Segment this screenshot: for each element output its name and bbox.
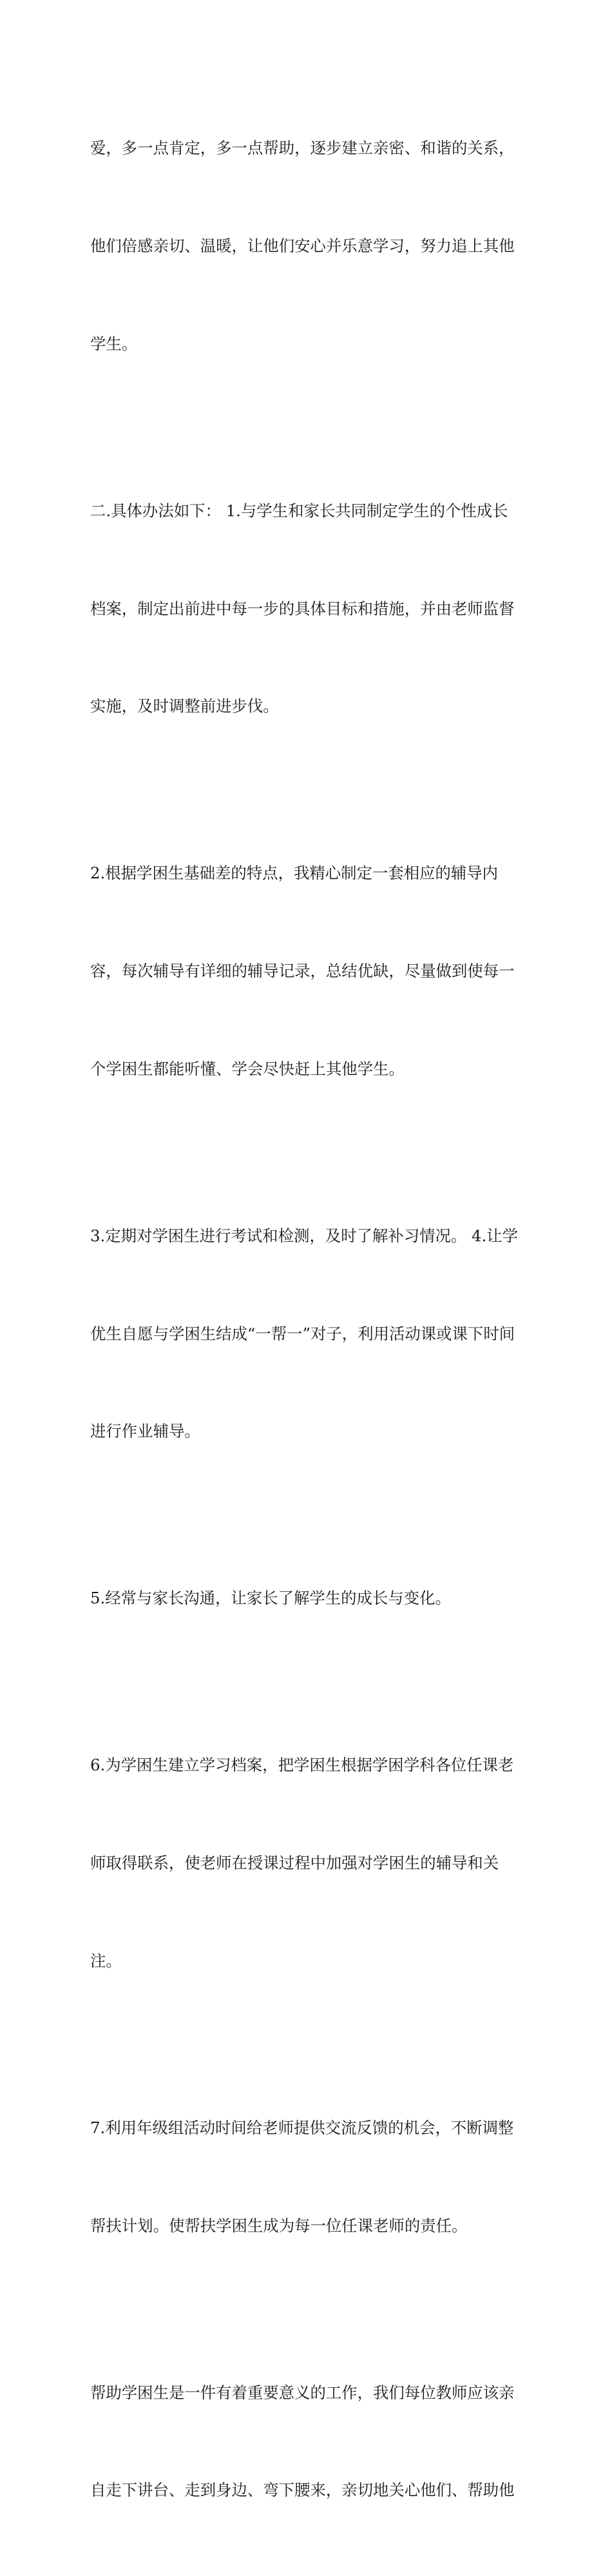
paragraph-7 (90, 2047, 528, 2308)
text-line: 7.利用年级组活动时间给老师提供交流反馈的机会，不断调整 (90, 2118, 514, 2137)
text-line: 学生。 (90, 334, 138, 353)
text-line: 师取得联系，使老师在授课过程中加强对学困生的辅导和关 (90, 1854, 499, 1873)
text-line: 容，每次辅导有详细的辅导记录，总结优缺，尽量做到使每一 (90, 962, 515, 981)
text-line: 帮助学困生是一件有着重要意义的工作，我们每位教师应该亲 (90, 2383, 515, 2402)
text-line: 3.定期对学困生进行考试和检测，及时了解补习情况。 4.让学 (90, 1226, 519, 1245)
text-line: 5.经常与家长沟通，让家长了解学生的成长与变化。 (90, 1589, 451, 1608)
text-line: 个学困生都能听懂、学会尽快赶上其他学生。 (90, 1059, 405, 1078)
text-line: 注。 (90, 1951, 122, 1970)
text-line: 帮扶计划。使帮扶学困生成为每一位任课老师的责任。 (90, 2216, 468, 2235)
text-line: 6.为学困生建立学习档案，把学困生根据学困学科各位任课老 (90, 1756, 514, 1775)
text-line: 档案，制定出前进中每一步的具体目标和措施，并由老师监督 (90, 599, 515, 618)
text-line: 2.根据学困生基础差的特点，我精心制定一套相应的辅导内 (90, 864, 499, 883)
text-line: 自走下讲台、走到身边、弯下腰来，亲切地关心他们、帮助他 (90, 2481, 515, 2500)
text-line: 他们倍感亲切、温暖，让他们安心并乐意学习，努力追上其他 (90, 236, 515, 255)
paragraph-1 (90, 67, 528, 426)
paragraph-2 (90, 430, 528, 789)
paragraph-3 (90, 792, 528, 1151)
text-line: 优生自愿与学困生结成“一帮一”对子，利用活动课或课下时间 (90, 1324, 515, 1343)
paragraph-8 (90, 2311, 528, 2572)
text-line: 爱，多一点肯定，多一点帮助，逐步建立亲密、和谐的关系， (90, 139, 515, 158)
text-line: 二.具体办法如下： 1.与学生和家长共同制定学生的个性成长 (90, 501, 508, 520)
paragraph-4 (90, 1155, 528, 1514)
text-line: 实施，及时调整前进步伐。 (90, 697, 279, 716)
paragraph-5 (90, 1517, 528, 1680)
document-body (90, 67, 528, 2576)
paragraph-6 (90, 1684, 528, 2043)
text-line: 进行作业辅导。 (90, 1422, 200, 1441)
